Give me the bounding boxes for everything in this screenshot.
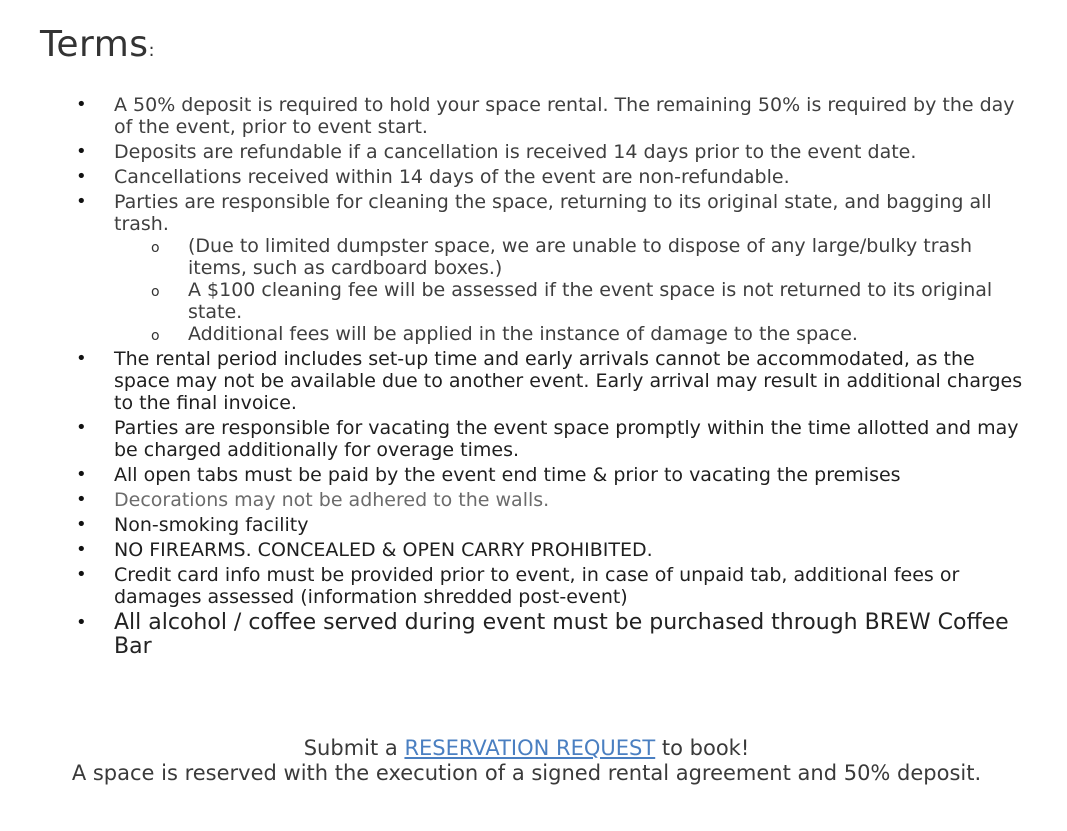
term-deposit: • A 50% deposit is required to hold your space rental. The remaining 50% is required by the day of the event, prior to event start. xyxy=(114,94,1034,138)
term-open-tabs: • All open tabs must be paid by the event end time & prior to vacating the premises xyxy=(114,464,1034,486)
term-non-smoking: • Non-smoking facility xyxy=(114,514,1034,536)
booking-footer xyxy=(0,736,1053,786)
page-title-text: Terms xyxy=(40,24,149,65)
cleaning-subterms xyxy=(114,235,1034,345)
term-alcohol-coffee: • All alcohol / coffee served during event must be purchased through BREW Coffee Bar xyxy=(114,611,1034,659)
term-cleaning-text: Parties are responsible for cleaning the space, returning to its original state, and bagging all trash. xyxy=(114,191,992,235)
term-credit-card: • Credit card info must be provided prior to event, in case of unpaid tab, additional fees or damages assessed (information shredded post-event) xyxy=(114,564,1034,608)
page-title xyxy=(40,24,155,65)
term-rental-period: • The rental period includes set-up time and early arrivals cannot be accommodated, as the space may not be available due to another event. Early arrival may result in additional charges to the final invoice. xyxy=(114,348,1034,414)
subterm-cleaning-fee: o A $100 cleaning fee will be assessed if the event space is not returned to its original state. xyxy=(188,279,1034,323)
reservation-line xyxy=(0,736,1053,761)
term-vacating: • Parties are responsible for vacating the event space promptly within the time allotted and may be charged additionally for overage times. xyxy=(114,417,1034,461)
reservation-suffix: to book! xyxy=(655,736,750,760)
terms-list xyxy=(114,94,1034,662)
subterm-dumpster: o (Due to limited dumpster space, we are unable to dispose of any large/bulky trash items, such as cardboard boxes.) xyxy=(188,235,1034,279)
term-decorations: • Decorations may not be adhered to the walls. xyxy=(114,489,1034,511)
reservation-prefix: Submit a xyxy=(303,736,405,760)
term-cancellations: • Cancellations received within 14 days of the event are non-refundable. xyxy=(114,166,1034,188)
page-title-colon: : xyxy=(148,40,156,61)
subterm-damage-fees: o Additional fees will be applied in the instance of damage to the space. xyxy=(188,323,1034,345)
term-cleaning xyxy=(114,191,1034,345)
reservation-request-link[interactable]: RESERVATION REQUEST xyxy=(404,736,656,760)
term-refundable: • Deposits are refundable if a cancellation is received 14 days prior to the event date. xyxy=(114,141,1034,163)
reservation-note: A space is reserved with the execution of a signed rental agreement and 50% deposit. xyxy=(71,761,982,785)
term-firearms: • NO FIREARMS. CONCEALED & OPEN CARRY PROHIBITED. xyxy=(114,539,1034,561)
